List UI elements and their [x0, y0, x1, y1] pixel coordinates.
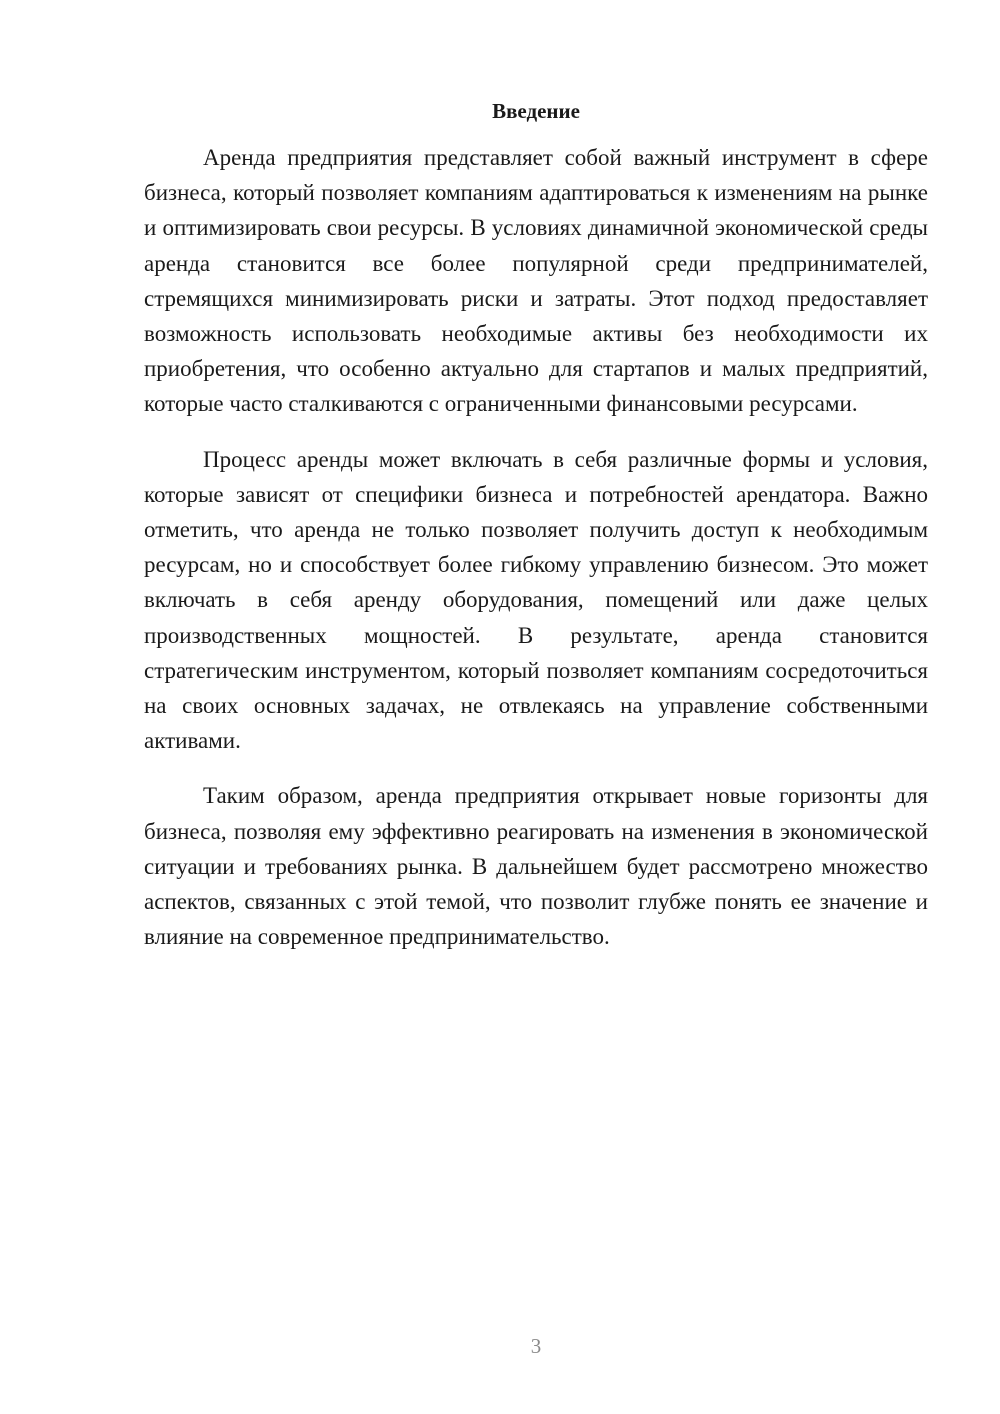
paragraph-2: Процесс аренды может включать в себя различные формы и условия, которые зависят от специфики бизнеса и потребностей арендатора. Важно отметить, что аренда не только позволяет получить доступ к необходимым ресурсам, но и способствует более гибкому управлению бизнесом. Это может включать в себя аренду оборудования, помещений или даже целых производственных мощностей. В результате, аренда становится стратегическим инструментом, который позволяет компаниям сосредоточиться на своих основных задачах, не отвлекаясь на управление собственными активами.	[144, 446, 928, 754]
body-text	[144, 140, 928, 974]
section-heading: Введение	[492, 99, 580, 123]
paragraph-3: Таким образом, аренда предприятия открывает новые горизонты для бизнеса, позволяя ему эффективно реагировать на изменения в экономической ситуации и требованиях рынка. В дальнейшем будет рассмотрено множество аспектов, связанных с этой темой, что позволит глубже понять ее значение и влияние на современное предпринимательство.	[144, 783, 928, 950]
paragraph-1: Аренда предприятия представляет собой важный инструмент в сфере бизнеса, который позволяет компаниям адаптироваться к изменениям на рынке и оптимизировать свои ресурсы. В условиях динамичной экономической среды аренда становится все более популярной среди предпринимателей, стремящихся минимизировать риски и затраты. Этот подход предоставляет возможность использовать необходимые активы без необходимости их приобретения, что особенно актуально для стартапов и малых предприятий, которые часто сталкиваются с ограниченными финансовыми ресурсами.	[144, 145, 928, 417]
page-number: 3	[530, 1334, 542, 1358]
